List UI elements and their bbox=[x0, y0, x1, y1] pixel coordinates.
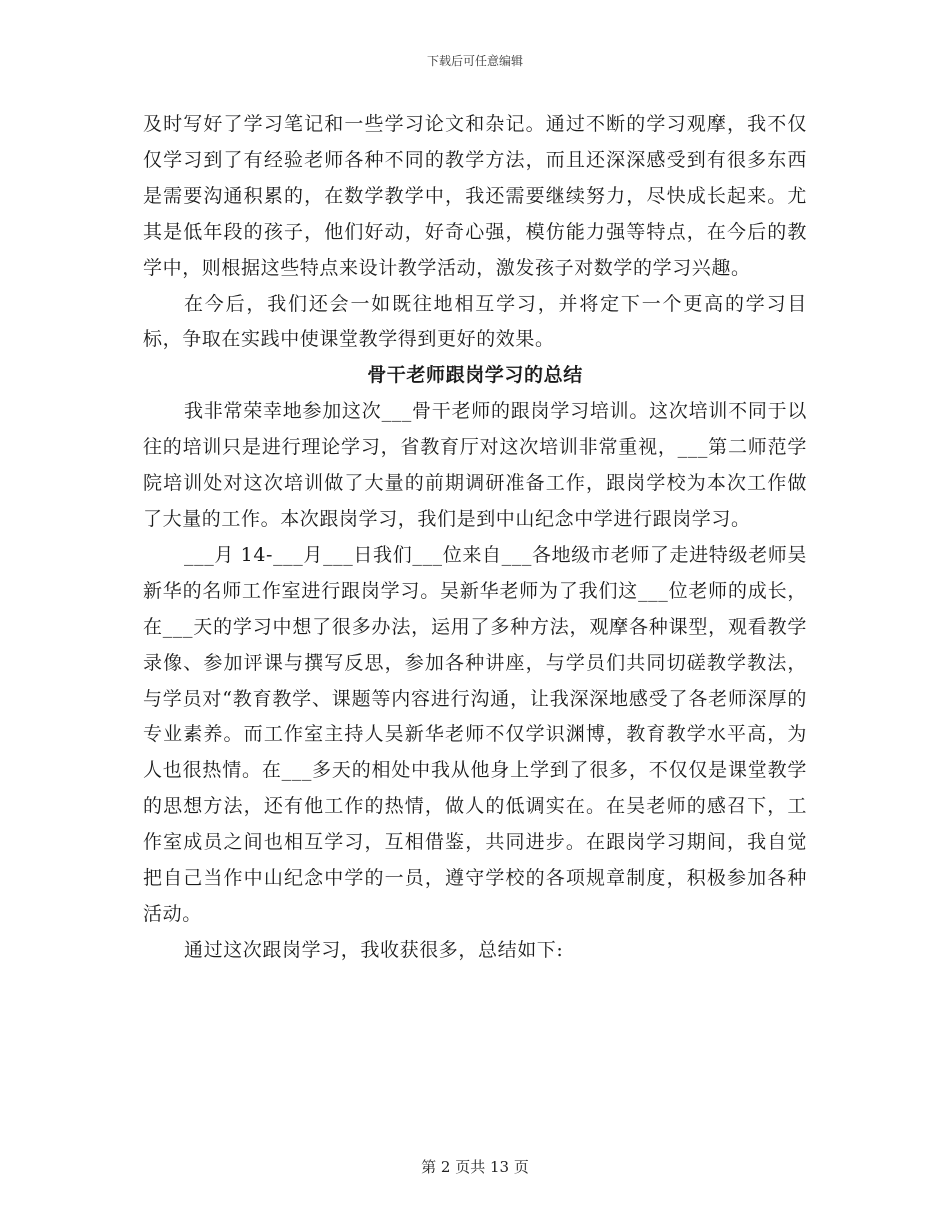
paragraph-3: 我非常荣幸地参加这次___骨干老师的跟岗学习培训。这次培训不同于以往的培训只是进行理论学习，省教育厅对这次培训非常重视，___第二师范学院培训处对这次培训做了大量的前期调研准备工作，跟岗学校为本次工作做了大量的工作。本次跟岗学习，我们是到中山纪念中学进行跟岗学习。 bbox=[143, 400, 807, 530]
paragraph-2: 在今后，我们还会一如既往地相互学习，并将定下一个更高的学习目标，争取在实践中使课堂教学得到更好的效果。 bbox=[143, 292, 807, 351]
page-footer: 第 2 页共 13 页 bbox=[421, 1158, 529, 1176]
page-header: 下载后可任意编辑 bbox=[426, 54, 523, 68]
paragraph-4: ___月 14-___月___日我们___位来自___各地级市老师了走进特级老师吴新华的名师工作室进行跟岗学习。吴新华老师为了我们这___位老师的成长，在___天的学习中想了很多办法，运用了多种方法，观摩各种课型，观看教学录像、参加评课与撰写反思，参加各种讲座，与学员们共同切磋教学教法，与学员对“教育教学、课题等内容进行沟通，让我深深地感受了各老师深厚的专业素养。而工作室主持人吴新华老师不仅学识渊博，教育教学水平高，为人也很热情。在___多天的相处中我从他身上学到了很多，不仅仅是课堂教学的思想方法，还有他工作的热情，做人的低调实在。在吴老师的感召下，工作室成员之间也相互学习，互相借鉴，共同进步。在跟岗学习期间，我自觉把自己当作中山纪念中学的一员，遵守学校的各项规章制度，积极参加各种活动。 bbox=[143, 543, 807, 925]
paragraph-5: 通过这次跟岗学习，我收获很多，总结如下: bbox=[184, 938, 564, 961]
section-title: 骨干老师跟岗学习的总结 bbox=[367, 364, 583, 387]
document-body bbox=[143, 107, 807, 969]
paragraph-1: 及时写好了学习笔记和一些学习论文和杂记。通过不断的学习观摩，我不仅仅学习到了有经验老师各种不同的教学方法，而且还深深感受到有很多东西是需要沟通积累的，在数学教学中，我还需要继续努力，尽快成长起来。尤其是低年段的孩子，他们好动，好奇心强，模仿能力强等特点，在今后的教学中，则根据这些特点来设计教学活动，激发孩子对数学的学习兴趣。 bbox=[143, 113, 807, 279]
